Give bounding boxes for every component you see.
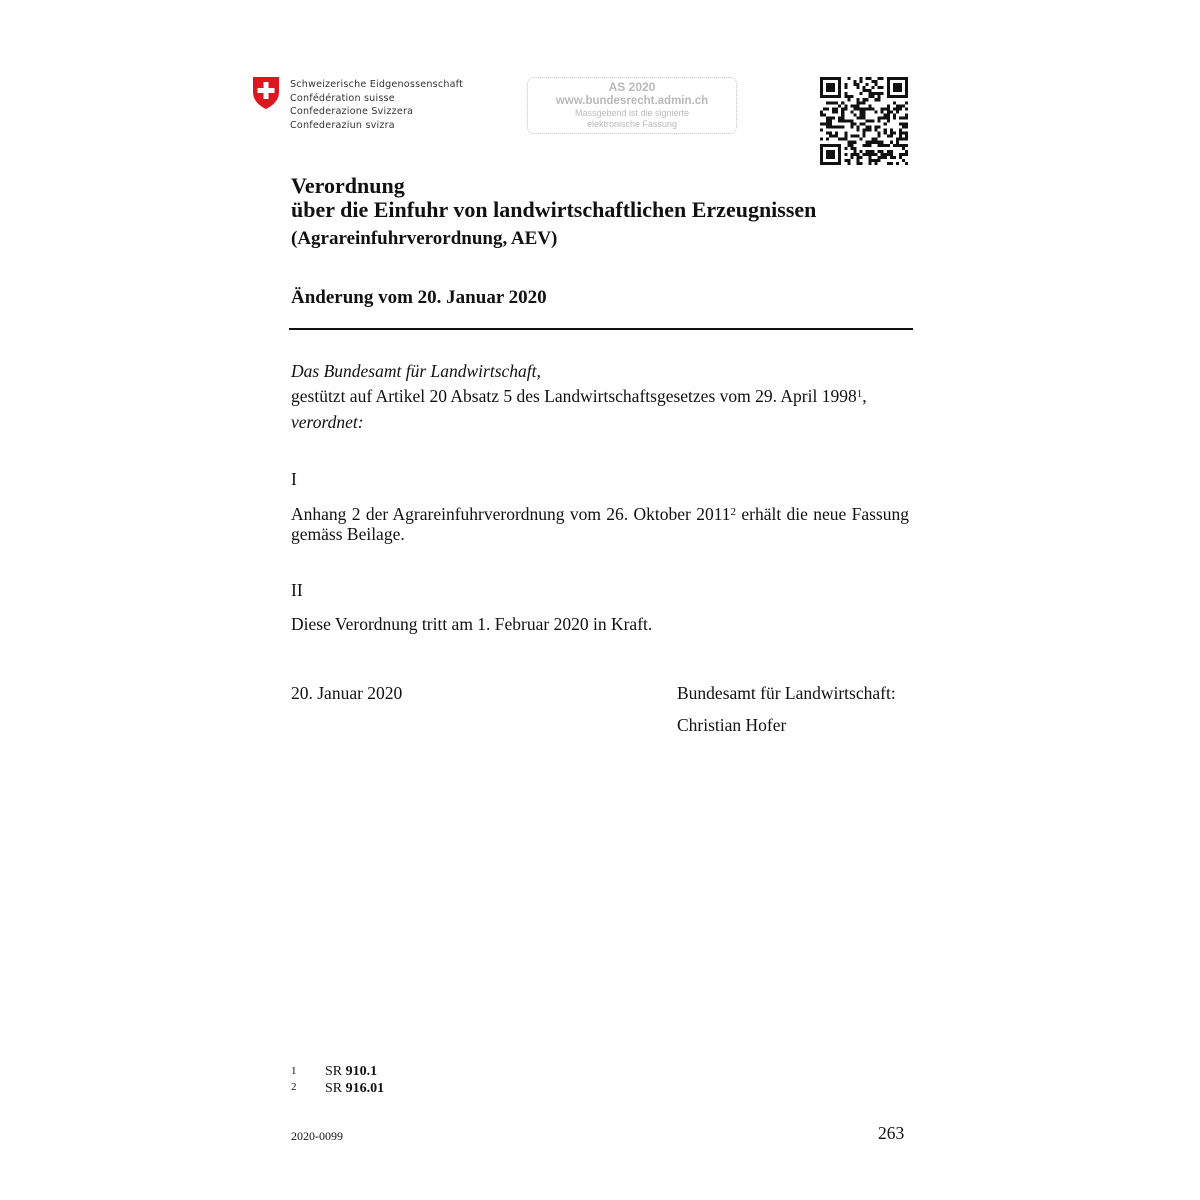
section-numeral-1: I bbox=[291, 469, 297, 489]
signature-name: Christian Hofer bbox=[677, 715, 787, 735]
section-text-1-b: erhält die neue Fassung gemäss Beilage. bbox=[291, 504, 909, 544]
section-text-2: Diese Verordnung tritt am 1. Februar 2020 in Kraft. bbox=[291, 614, 653, 634]
preamble-basis bbox=[291, 384, 867, 408]
footnote-1-prefix: SR bbox=[325, 1064, 346, 1079]
section-numeral-2: II bbox=[291, 580, 303, 600]
preamble-basis-text: gestützt auf Artikel 20 Absatz 5 des Landwirtschaftsgesetzes vom 29. April 1998 bbox=[291, 386, 857, 406]
footnote-2-ref: 916.01 bbox=[345, 1081, 385, 1096]
confederation-name-rm: Confederaziun svizra bbox=[290, 119, 395, 131]
confederation-names bbox=[290, 78, 463, 132]
confederation-name-de: Schweizerische Eidgenossenschaft bbox=[290, 79, 464, 90]
footnote-2-number: 2 bbox=[291, 1081, 297, 1093]
signature-date: 20. Januar 2020 bbox=[291, 683, 403, 703]
stamp-line-1: AS 2020 bbox=[608, 80, 656, 94]
stamp-line-2: www.bundesrecht.admin.ch bbox=[555, 95, 709, 107]
confederation-name-it: Confederazione Svizzera bbox=[290, 106, 414, 117]
stamp-line-4: elektronische Fassung bbox=[586, 119, 678, 129]
footnote-1-number: 1 bbox=[291, 1065, 297, 1077]
footnote-1-text bbox=[325, 1063, 377, 1080]
footnote-ref-1[interactable]: 1 bbox=[856, 388, 863, 400]
footnote-2-prefix: SR bbox=[325, 1081, 346, 1096]
swiss-crest-icon bbox=[252, 76, 280, 110]
stamp-line-3: Massgebend ist die signierte bbox=[574, 108, 690, 118]
document-title bbox=[291, 174, 816, 222]
section-text-1-a: Anhang 2 der Agrareinfuhrverordnung vom 26. Oktober 2011 bbox=[291, 504, 731, 524]
official-stamp bbox=[527, 77, 737, 134]
confederation-name-fr: Confédération suisse bbox=[290, 92, 395, 104]
qr-code-icon bbox=[820, 77, 908, 165]
title-line-2: über die Einfuhr von landwirtschaftlichen Erzeugnissen bbox=[291, 197, 817, 222]
footnote-1-ref: 910.1 bbox=[345, 1064, 378, 1079]
preamble-authority: Das Bundesamt für Landwirtschaft, bbox=[291, 361, 541, 381]
section-text-1 bbox=[291, 504, 909, 544]
title-line-1: Verordnung bbox=[291, 173, 405, 198]
title-divider bbox=[289, 328, 913, 330]
page-number: 263 bbox=[878, 1123, 905, 1143]
preamble-decree: verordnet: bbox=[291, 412, 364, 432]
document-number: 2020-0099 bbox=[291, 1129, 343, 1143]
signature-office: Bundesamt für Landwirtschaft: bbox=[677, 683, 896, 703]
footnote-ref-2[interactable]: 2 bbox=[730, 506, 737, 518]
document-subtitle: (Agrareinfuhrverordnung, AEV) bbox=[291, 228, 558, 249]
amendment-date: Änderung vom 20. Januar 2020 bbox=[291, 287, 547, 308]
footnote-2 bbox=[291, 1078, 297, 1096]
preamble-basis-end: , bbox=[862, 386, 867, 406]
footnote-2-text bbox=[325, 1080, 384, 1097]
